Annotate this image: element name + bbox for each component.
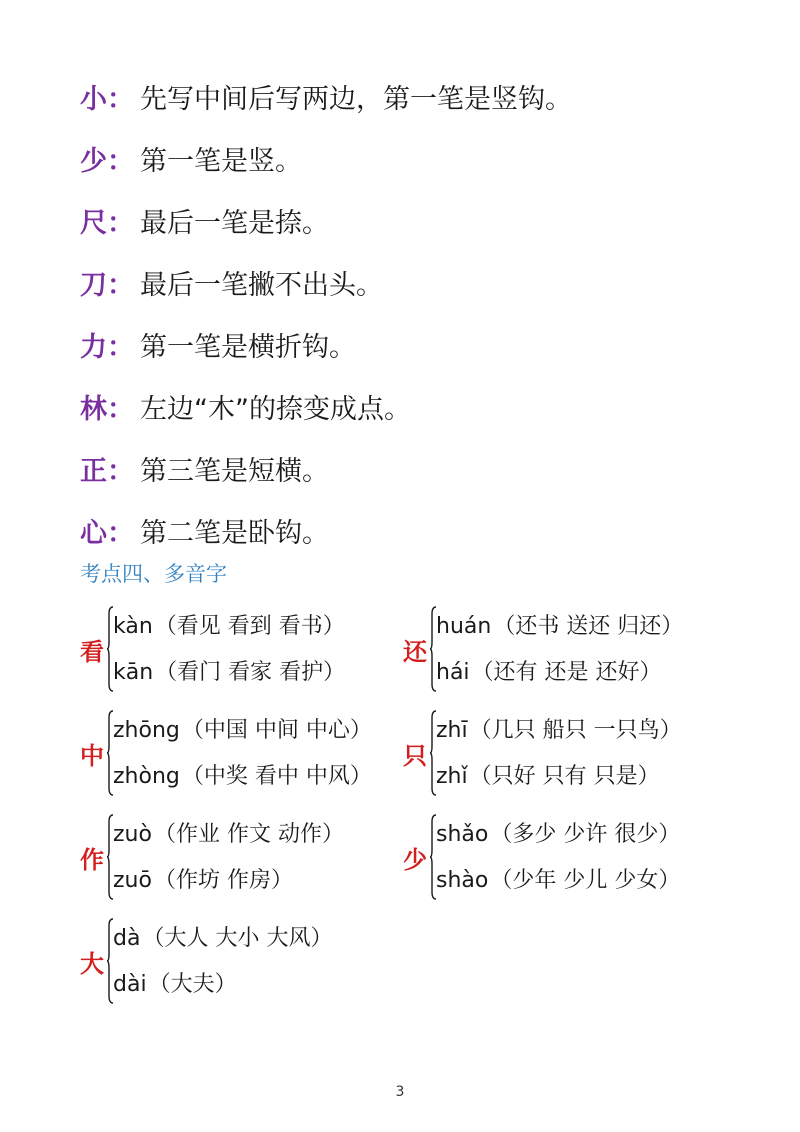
reading-line (113, 962, 332, 1008)
polyphone-character: 还 (403, 638, 427, 666)
example-words: （还有 还是 还好） (471, 660, 662, 685)
rule-character: 刀 (80, 269, 107, 301)
example-words: （多少 少许 很少） (490, 822, 681, 847)
example-words: （还书 送还 归还） (493, 614, 684, 639)
example-words: （作坊 作房） (153, 868, 293, 893)
reading-line (436, 812, 680, 858)
section-title: 考点四、多音字 (80, 562, 227, 586)
rule-character: 少 (80, 145, 107, 177)
reading-line (436, 604, 683, 650)
stroke-rules-list (80, 68, 760, 564)
rule-character: 尺 (80, 207, 107, 239)
pinyin: zuò (113, 822, 152, 847)
pinyin: dà (113, 926, 141, 951)
pinyin: huán (436, 614, 492, 639)
stroke-rule-item (80, 440, 760, 502)
reading-list (436, 812, 680, 904)
rule-character: 小 (80, 83, 107, 115)
pinyin: zhòng (113, 764, 180, 789)
reading-list (436, 604, 683, 696)
example-words: （少年 少儿 少女） (490, 868, 681, 893)
rule-description: 最后一笔是捺。 (140, 207, 329, 239)
polyphone-character: 看 (80, 638, 104, 666)
rule-colon: ： (107, 83, 134, 115)
polyphone-character: 少 (403, 846, 427, 874)
example-words: （几只 船只 一只鸟） (469, 718, 682, 743)
rule-character: 心 (80, 517, 107, 549)
rule-character: 林 (80, 393, 107, 425)
stroke-rule-item (80, 130, 760, 192)
pinyin: kān (113, 660, 154, 685)
reading-line (113, 708, 372, 754)
reading-line (113, 812, 344, 858)
polyphone-character: 只 (403, 742, 427, 770)
stroke-rule-item (80, 502, 760, 564)
polyphone-character: 作 (80, 846, 104, 874)
pinyin: hái (436, 660, 470, 685)
reading-line (113, 650, 345, 696)
reading-list (113, 812, 344, 904)
reading-list (113, 604, 345, 696)
pinyin: shǎo (436, 822, 489, 847)
reading-line (436, 650, 683, 696)
example-words: （中奖 看中 中风） (181, 764, 372, 789)
rule-description: 第一笔是竖。 (140, 145, 302, 177)
polyphone-character: 中 (80, 742, 104, 770)
pinyin: zhī (436, 718, 468, 743)
rule-description: 第二笔是卧钩。 (140, 517, 329, 549)
rule-description: 第一笔是横折钩。 (140, 331, 356, 363)
example-words: （作业 作文 动作） (153, 822, 344, 847)
example-words: （大夫） (148, 972, 237, 997)
example-words: （看门 看家 看护） (155, 660, 346, 685)
reading-line (113, 916, 332, 962)
rule-description: 左边“木”的捺变成点。 (140, 393, 411, 425)
reading-line (436, 708, 682, 754)
pinyin: zhōng (113, 718, 180, 743)
pinyin: zhǐ (436, 764, 468, 789)
rule-description: 先写中间后写两边，第一笔是竖钩。 (140, 83, 572, 115)
stroke-rule-item (80, 254, 760, 316)
stroke-rule-item (80, 68, 760, 130)
page-number: 3 (395, 1084, 405, 1100)
reading-line (436, 858, 680, 904)
rule-description: 最后一笔撇不出头。 (140, 269, 383, 301)
pinyin: kàn (113, 614, 153, 639)
reading-line (113, 858, 344, 904)
rule-colon: ： (107, 455, 134, 487)
rule-colon: ： (107, 145, 134, 177)
rule-character: 力 (80, 331, 107, 363)
example-words: （只好 只有 只是） (469, 764, 660, 789)
rule-colon: ： (107, 331, 134, 363)
rule-character: 正 (80, 455, 107, 487)
example-words: （中国 中间 中心） (181, 718, 372, 743)
rule-colon: ： (107, 517, 134, 549)
stroke-rule-item (80, 316, 760, 378)
reading-line (113, 604, 345, 650)
example-words: （大人 大小 大风） (142, 926, 333, 951)
reading-line (113, 754, 372, 800)
rule-colon: ： (107, 269, 134, 301)
polyphone-character: 大 (80, 950, 104, 978)
rule-description: 第三笔是短横。 (140, 455, 329, 487)
reading-list (113, 916, 332, 1008)
example-words: （看见 看到 看书） (154, 614, 345, 639)
stroke-rule-item (80, 192, 760, 254)
pinyin: dài (113, 972, 147, 997)
reading-list (436, 708, 682, 800)
rule-colon: ： (107, 393, 134, 425)
pinyin: zuō (113, 868, 152, 893)
pinyin: shào (436, 868, 489, 893)
reading-line (436, 754, 682, 800)
rule-colon: ： (107, 207, 134, 239)
stroke-rule-item (80, 378, 760, 440)
reading-list (113, 708, 372, 800)
